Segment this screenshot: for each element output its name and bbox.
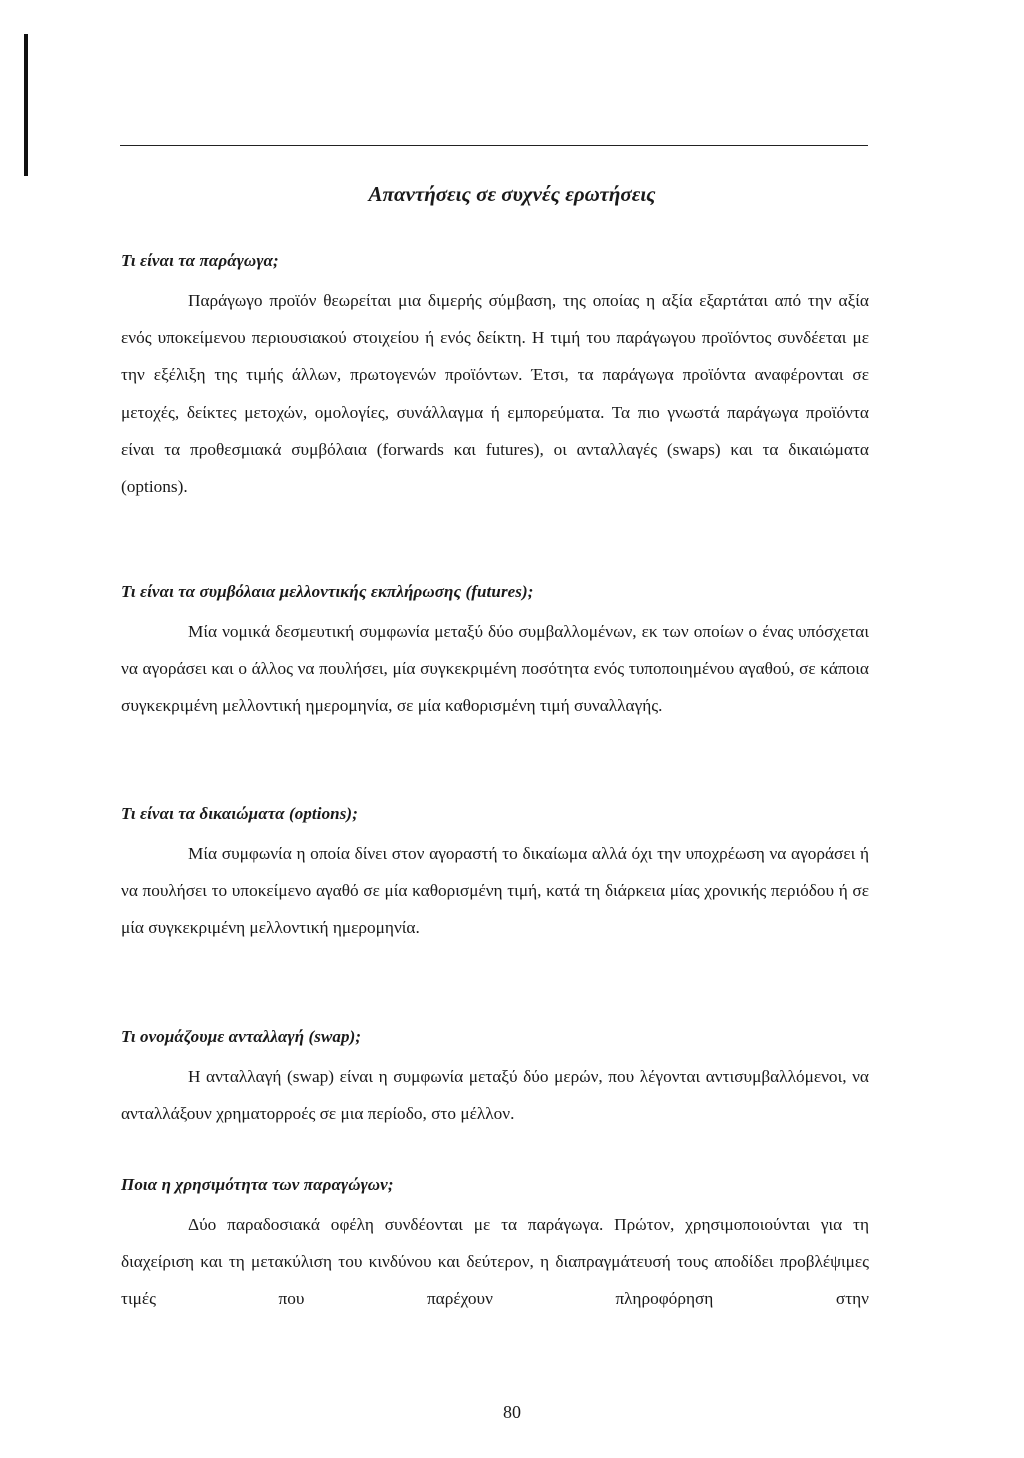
faq-question: Τι είναι τα συμβόλαια μελλοντικής εκπλήρωσης (futures);	[121, 582, 534, 601]
faq-question: Τι ονομάζουμε ανταλλαγή (swap);	[121, 1027, 362, 1046]
faq-answer: Δύο παραδοσιακά οφέλη συνδέονται με τα παράγωγα. Πρώτον, χρησιμοποιούνται για τη διαχείριση και τη μετακύλιση του κινδύνου και δεύτερον, η διαπραγμάτευσή τους αποδίδει προβλέψιμες τιμές που παρέχουν πληροφόρηση στην	[121, 1215, 869, 1309]
faq-section-usefulness	[121, 1170, 869, 1318]
page-number: 80	[503, 1402, 521, 1422]
faq-question: Ποια η χρησιμότητα των παραγώγων;	[121, 1175, 394, 1194]
page-title: Απαντήσεις σε συχνές ερωτήσεις	[368, 182, 656, 206]
faq-section-options	[121, 799, 869, 947]
header-rule	[120, 145, 868, 146]
scan-edge-bar	[24, 34, 28, 176]
faq-question: Τι είναι τα παράγωγα;	[121, 251, 279, 270]
faq-answer: Μία συμφωνία η οποία δίνει στον αγοραστή το δικαίωμα αλλά όχι την υποχρέωση να αγοράσει ή να πουλήσει το υποκείμενο αγαθό σε μία καθορισμένη τιμή, κατά τη διάρκεια μίας χρονικής περιόδου ή σε μία συγκεκριμένη μελλοντική ημερομηνία.	[121, 844, 869, 938]
faq-section-swap	[121, 1022, 869, 1132]
faq-section-futures	[121, 577, 869, 725]
faq-section-derivatives	[121, 246, 869, 505]
faq-answer: Η ανταλλαγή (swap) είναι η συμφωνία μεταξύ δύο μερών, που λέγονται αντισυμβαλλόμενοι, να ανταλλάξουν χρηματορροές σε μια περίοδο, στο μέλλον.	[121, 1067, 869, 1124]
faq-answer: Παράγωγο προϊόν θεωρείται μια διμερής σύμβαση, της οποίας η αξία εξαρτάται από την αξία ενός υποκείμενου περιουσιακού στοιχείου ή ενός δείκτη. Η τιμή του παράγωγου προϊόντος συνδέεται με την εξέλιξη της τιμής άλλων, πρωτογενών προϊόντων. Έτσι, τα παράγωγα προϊόντα αναφέρονται σε μετοχές, δείκτες μετοχών, ομολογίες, συνάλλαγμα ή εμπορεύματα. Τα πιο γνωστά παράγωγα προϊόντα είναι τα προθεσμιακά συμβόλαια (forwards και futures), οι ανταλλαγές (swaps) και τα δικαιώματα (options).	[121, 291, 869, 497]
faq-question: Τι είναι τα δικαιώματα (options);	[121, 804, 358, 823]
faq-answer: Μία νομικά δεσμευτική συμφωνία μεταξύ δύο συμβαλλομένων, εκ των οποίων ο ένας υπόσχεται να αγοράσει και ο άλλος να πουλήσει, μία συγκεκριμένη ποσότητα ενός τυποποιημένου αγαθού, σε κάποια συγκεκριμένη μελλοντική ημερομηνία, σε μία καθορισμένη τιμή συναλλαγής.	[121, 622, 869, 716]
